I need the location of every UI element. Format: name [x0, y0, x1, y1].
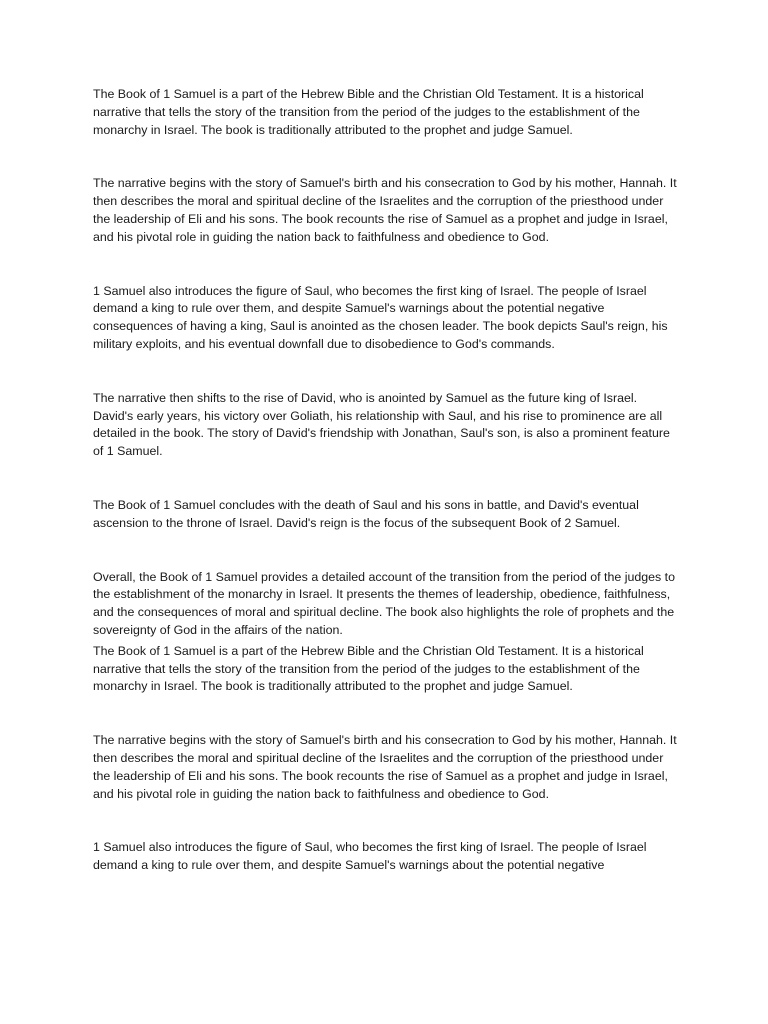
paragraph-saul-repeat: 1 Samuel also introduces the figure of Saul, who becomes the first king of Israel. The people of Israel demand a king to rule over them, and despite Samuel's warnings about the potential negative	[93, 840, 647, 873]
paragraph-intro-repeat: The Book of 1 Samuel is a part of the Hebrew Bible and the Christian Old Testament. It is a historical narrative that tells the story of the transition from the period of the judges to the establishment of the monarchy in Israel. The book is traditionally attributed to the prophet and judge Samuel.	[93, 643, 644, 694]
paragraph-intro: The Book of 1 Samuel is a part of the Hebrew Bible and the Christian Old Testament. It is a historical narrative that tells the story of the transition from the period of the judges to the establishment of the monarchy in Israel. The book is traditionally attributed to the prophet and judge Samuel.	[93, 87, 644, 137]
paragraph-samuel-birth: The narrative begins with the story of Samuel's birth and his consecration to God by his mother, Hannah. It then describes the moral and spiritual decline of the Israelites and the corruption of the priesthood under the leadership of Eli and his sons. The book recounts the rise of Samuel as a prophet and judge in Israel, and his pivotal role in guiding the nation back to faithfulness and obedience to God.	[93, 176, 677, 244]
paragraph-overall: Overall, the Book of 1 Samuel provides a detailed account of the transition from the period of the judges to the establishment of the monarchy in Israel. It presents the themes of leadership, obedience, faithfulness, and the consequences of moral and spiritual decline. The book also highlights the role of prophets and the sovereignty of God in the affairs of the nation.	[93, 569, 676, 637]
paragraph-saul: 1 Samuel also introduces the figure of Saul, who becomes the first king of Israel. The people of Israel demand a king to rule over them, and despite Samuel's warnings about the potential negative consequences of having a king, Saul is anointed as the chosen leader. The book depicts Saul's reign, his military exploits, and his eventual downfall due to disobedience to God's commands.	[93, 283, 668, 351]
paragraph-conclusion: The Book of 1 Samuel concludes with the death of Saul and his sons in battle, and David's eventual ascension to the throne of Israel. David's reign is the focus of the subsequent Book of 2 Samuel.	[93, 497, 639, 530]
paragraph-samuel-birth-repeat: The narrative begins with the story of Samuel's birth and his consecration to God by his mother, Hannah. It then describes the moral and spiritual decline of the Israelites and the corruption of the priesthood under the leadership of Eli and his sons. The book recounts the rise of Samuel as a prophet and judge in Israel, and his pivotal role in guiding the nation back to faithfulness and obedience to God.	[93, 733, 677, 801]
document-body	[93, 86, 678, 875]
paragraph-david: The narrative then shifts to the rise of David, who is anointed by Samuel as the future king of Israel. David's early years, his victory over Goliath, his relationship with Saul, and his rise to prominence are all detailed in the book. The story of David's friendship with Jonathan, Saul's son, is also a prominent feature of 1 Samuel.	[93, 390, 670, 459]
